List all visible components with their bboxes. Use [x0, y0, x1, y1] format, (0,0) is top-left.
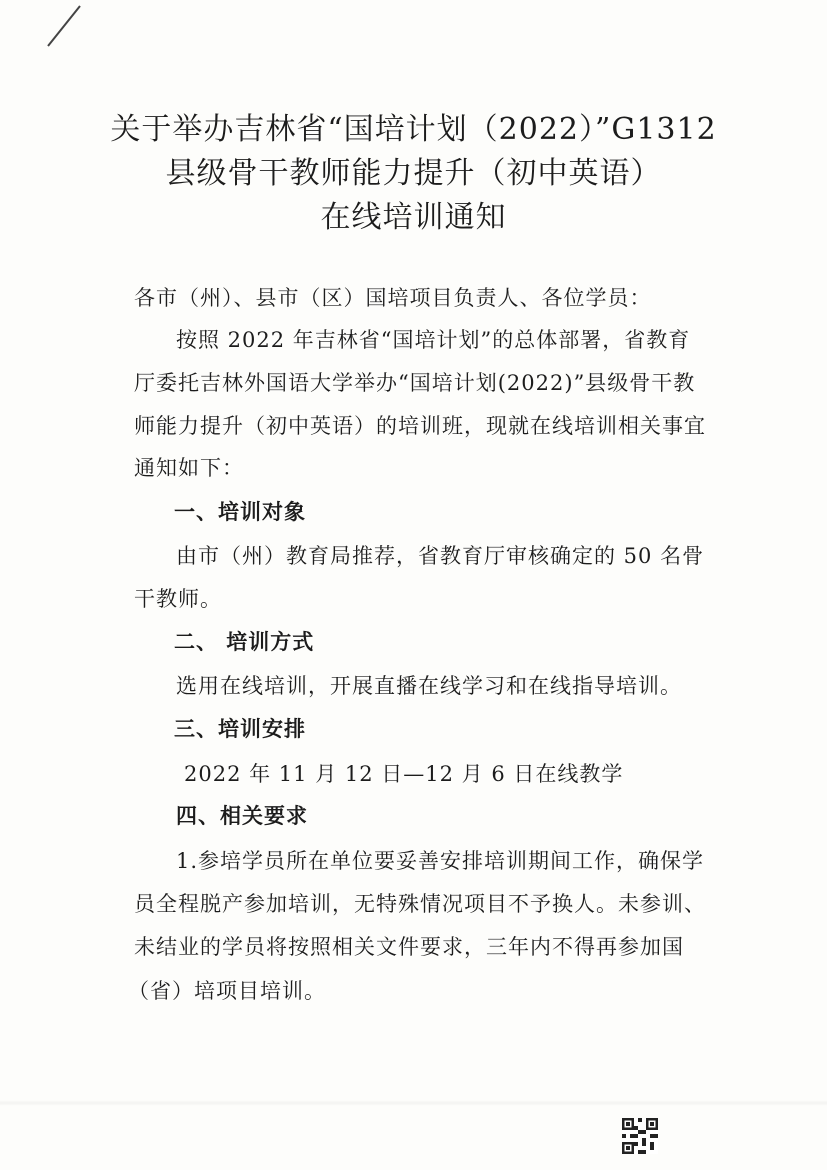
section-2-text: 选用在线培训，开展直播在线学习和在线指导培训。	[176, 674, 682, 698]
intro-line-1: 按照 2022 年吉林省“国培计划”的总体部署，省教育	[176, 328, 691, 352]
title-line-1: 关于举办吉林省“国培计划（2022）”G1312	[110, 112, 717, 147]
section-3-heading: 三、培训安排	[174, 716, 306, 741]
qr-code-icon	[622, 1118, 658, 1154]
section-1-heading: 一、培训对象	[174, 499, 306, 524]
intro-line-3: 师能力提升（初中英语）的培训班，现就在线培训相关事宜	[134, 414, 706, 438]
scan-artifact	[0, 1100, 827, 1106]
section-4-heading: 四、相关要求	[176, 803, 308, 828]
section-4-text-line-2: 员全程脱产参加培训，无特殊情况项目不予换人。未参训、	[134, 892, 706, 916]
intro-line-2: 厅委托吉林外国语大学举办“国培计划(2022)”县级骨干教	[134, 371, 696, 395]
section-4-text-line-1: 1.参培学员所在单位要妥善安排培训期间工作，确保学	[176, 849, 705, 873]
title-line-2: 县级骨干教师能力提升（初中英语）	[165, 156, 662, 191]
section-3-text: 2022 年 11 月 12 日—12 月 6 日在线教学	[184, 762, 624, 786]
intro-line-4: 通知如下：	[134, 456, 244, 480]
section-1-text-line-1: 由市（州）教育局推荐，省教育厅审核确定的 50 名骨	[176, 544, 705, 568]
salutation: 各市（州）、县市（区）国培项目负责人、各位学员：	[134, 286, 652, 310]
title-line-3: 在线培训通知	[320, 200, 507, 235]
pen-stroke-icon	[44, 4, 84, 48]
section-1-text-line-2: 干教师。	[134, 587, 222, 611]
section-2-heading: 二、 培训方式	[174, 629, 315, 654]
section-4-text-line-4: （省）培项目培训。	[128, 979, 326, 1003]
section-4-text-line-3: 未结业的学员将按照相关文件要求，三年内不得再参加国	[134, 935, 684, 959]
